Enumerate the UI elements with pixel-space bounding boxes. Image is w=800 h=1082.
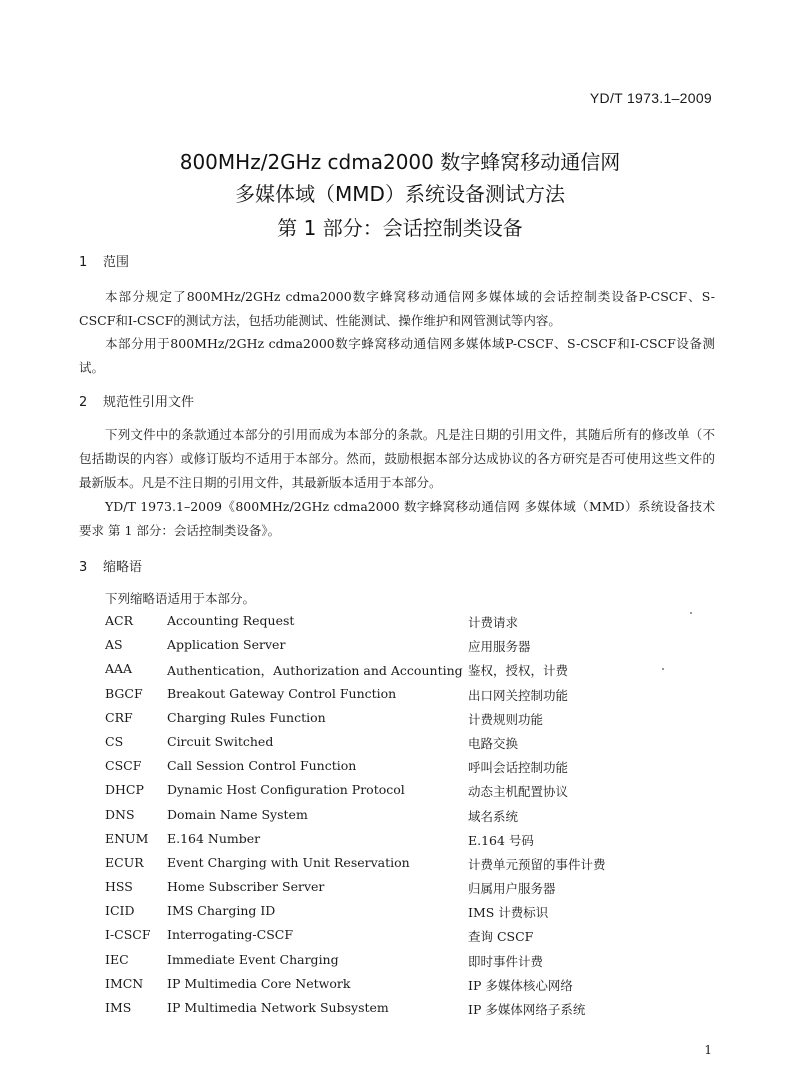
abbreviation-chinese: 动态主机配置协议	[468, 784, 569, 800]
abbreviation-english: Dynamic Host Configuration Protocol	[167, 782, 405, 798]
abbreviation-english: Accounting Request	[167, 613, 295, 628]
section-title: 范围	[103, 255, 130, 270]
abbreviation-row	[0, 707, 800, 731]
section-number: 3	[79, 560, 88, 575]
abbreviation-row	[0, 900, 800, 924]
abbreviation-term: DHCP	[105, 782, 144, 798]
abbreviation-row	[0, 658, 800, 682]
abbreviation-chinese: 鉴权，授权，计费	[468, 663, 569, 679]
abbreviation-chinese: 域名系统	[468, 808, 519, 824]
paragraph: 本部分用于800MHz/2GHz cdma2000数字蜂窝移动通信网多媒体域P-CSCF、S-CSCF和I-CSCF设备测试。	[79, 336, 715, 375]
abbreviation-chinese: E.164 号码	[468, 832, 534, 848]
abbreviation-term: CRF	[105, 709, 133, 725]
abbreviation-english: Immediate Event Charging	[167, 951, 339, 967]
paragraph: 下列文件中的条款通过本部分的引用而成为本部分的条款。凡是注日期的引用文件，其随后所有的修改单（不包括勘误的内容）或修订版均不适用于本部分。然而，鼓励根据本部分达成协议的各方研究是否可使用这些文件的最新版本。凡是不注日期的引用文件，其最新版本适用于本部分。	[79, 427, 715, 490]
abbreviation-row	[0, 755, 800, 779]
abbreviation-term: AS	[105, 637, 123, 653]
abbreviation-chinese: IP 多媒体核心网络	[468, 977, 573, 993]
abbreviation-term: CSCF	[105, 758, 142, 774]
abbreviation-list	[0, 610, 800, 1021]
scan-speck	[662, 668, 664, 670]
abbreviation-chinese: 即时事件计费	[468, 953, 544, 969]
abbreviation-chinese: 应用服务器	[468, 639, 531, 655]
section-number: 1	[79, 255, 88, 270]
abbreviation-chinese: 电路交换	[468, 735, 519, 751]
abbreviation-english: Circuit Switched	[167, 733, 274, 749]
abbreviation-term: ICID	[105, 903, 135, 919]
abbreviation-english: Application Server	[167, 637, 286, 653]
section-number: 2	[79, 395, 88, 410]
abbreviation-chinese: IMS 计费标识	[468, 905, 549, 921]
abbreviation-english: Breakout Gateway Control Function	[167, 685, 397, 701]
abbreviation-row	[0, 924, 800, 948]
abbreviation-chinese: 计费规则功能	[468, 711, 544, 727]
abbreviation-english: Interrogating-CSCF	[167, 927, 294, 943]
paragraph: YD/T 1973.1–2009《800MHz/2GHz cdma2000 数字蜂窝移动通信网 多媒体域（MMD）系统设备技术要求 第 1 部分：会话控制类设备》。	[79, 499, 715, 538]
abbreviation-row	[0, 634, 800, 658]
abbreviation-english: Domain Name System	[167, 806, 308, 822]
abbreviations-intro: 下列缩略语适用于本部分。	[105, 591, 256, 606]
abbreviation-row	[0, 852, 800, 876]
abbreviation-term: IEC	[105, 951, 129, 967]
abbreviation-english: Call Session Control Function	[167, 758, 357, 774]
document-title-line-2: 多媒体域（MMD）系统设备测试方法	[235, 182, 565, 206]
abbreviation-term: ECUR	[105, 854, 144, 870]
abbreviation-row	[0, 876, 800, 900]
abbreviation-term: I-CSCF	[105, 927, 151, 943]
section-heading-abbreviations	[79, 556, 142, 575]
abbreviation-row	[0, 779, 800, 803]
abbreviation-english: IP Multimedia Core Network	[167, 975, 351, 991]
abbreviation-term: ACR	[105, 613, 134, 628]
document-title-line-3: 第 1 部分：会话控制类设备	[277, 216, 523, 240]
abbreviation-row	[0, 731, 800, 755]
abbreviation-term: HSS	[105, 879, 133, 895]
paragraph: 本部分规定了800MHz/2GHz cdma2000数字蜂窝移动通信网多媒体域的会话控制类设备P-CSCF、S-CSCF和I-CSCF的测试方法，包括功能测试、性能测试、操作维护和网管测试等内容。	[79, 289, 715, 328]
abbreviation-english: Charging Rules Function	[167, 709, 326, 725]
abbreviation-english: IP Multimedia Network Subsystem	[167, 1000, 389, 1015]
abbreviation-chinese: IP 多媒体网络子系统	[468, 1002, 586, 1017]
section-heading-normative-references	[79, 391, 194, 410]
abbreviation-chinese: 呼叫会话控制功能	[468, 760, 569, 776]
abbreviation-term: IMCN	[105, 975, 144, 991]
abbreviation-term: CS	[105, 733, 124, 749]
section-title: 规范性引用文件	[103, 395, 195, 410]
abbreviation-row	[0, 804, 800, 828]
document-title-line-1: 800MHz/2GHz cdma2000 数字蜂窝移动通信网	[179, 150, 621, 174]
section-title: 缩略语	[103, 560, 143, 575]
abbreviation-row	[0, 973, 800, 997]
abbreviation-english: Home Subscriber Server	[167, 879, 325, 895]
abbreviation-chinese: 查询 CSCF	[468, 929, 534, 945]
page-number: 1	[704, 1043, 712, 1057]
abbreviation-term: ENUM	[105, 830, 149, 846]
scan-speck	[690, 612, 692, 614]
abbreviation-term: DNS	[105, 806, 135, 822]
abbreviation-row	[0, 610, 800, 634]
abbreviation-term: IMS	[105, 1000, 132, 1015]
abbreviation-english: E.164 Number	[167, 830, 261, 846]
abbreviation-row	[0, 997, 800, 1021]
abbreviation-row	[0, 828, 800, 852]
abbreviation-chinese: 计费请求	[468, 615, 519, 630]
abbreviation-row	[0, 683, 800, 707]
abbreviation-chinese: 归属用户服务器	[468, 881, 556, 897]
standard-number: YD/T 1973.1–2009	[589, 90, 712, 106]
section-heading-scope	[79, 251, 129, 270]
abbreviation-chinese: 出口网关控制功能	[468, 687, 569, 703]
abbreviation-term: AAA	[105, 661, 133, 677]
abbreviation-english: IMS Charging ID	[167, 903, 276, 919]
abbreviation-row	[0, 949, 800, 973]
abbreviation-english: Authentication，Authorization and Accounting	[167, 663, 463, 679]
abbreviation-english: Event Charging with Unit Reservation	[167, 854, 410, 870]
abbreviation-term: BGCF	[105, 685, 143, 701]
abbreviation-chinese: 计费单元预留的事件计费	[468, 856, 606, 872]
